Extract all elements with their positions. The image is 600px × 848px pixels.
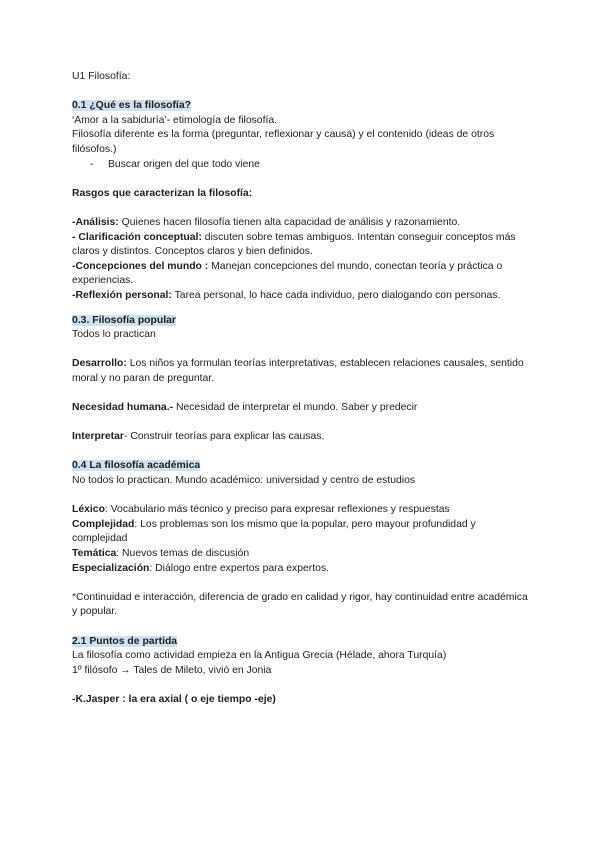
section-heading-popular: 0.3. Filosofía popular <box>72 314 176 326</box>
term-label: Léxico <box>72 504 105 516</box>
desarrollo-paragraph <box>72 357 532 386</box>
rasgo-item <box>72 289 532 304</box>
rasgo-text: Quienes hacen filosofía tienen alta capacidad de análisis y razonamiento. <box>118 216 461 228</box>
rasgo-label: -Concepciones del mundo : <box>72 260 209 272</box>
rasgo-label: -Análisis: <box>72 216 119 228</box>
section-heading-que-es: 0.1 ¿Qué es la filosofía? <box>72 100 191 112</box>
bullet-text: Buscar origen del que todo viene <box>108 158 260 170</box>
term-text: : Vocabulario más técnico y preciso para expresar reflexiones y respuestas <box>104 504 450 516</box>
jasper-heading: -K.Jasper : la era axial ( o eje tiempo -eje) <box>72 693 276 705</box>
rasgo-item <box>72 216 532 231</box>
paragraph: Filosofía diferente es la forma (preguntar, reflexionar y causa) y el contenido (ideas de otros filósofos.) <box>72 129 495 155</box>
paragraph: La filosofía como actividad empieza en la Antigua Grecia (Hélade, ahora Turquía) <box>72 650 447 662</box>
necesidad-paragraph <box>72 401 532 416</box>
document-body <box>72 70 532 708</box>
section-heading-academica: 0.4 La filosofía académica <box>72 460 201 472</box>
interpretar-paragraph <box>72 430 532 445</box>
note-paragraph: *Continuidad e interacción, diferencia de grado en calidad y rigor, hay continuidad entre académica y popular. <box>72 591 528 618</box>
paragraph: 1º filósofo → Tales de Mileto, vivió en Jonia <box>72 664 272 676</box>
term-text: : Nuevos temas de discusión <box>116 548 250 559</box>
bullet-dash: - <box>90 158 94 170</box>
paragraph: Todos lo practican <box>72 329 156 341</box>
bullet-item <box>72 158 532 173</box>
document-title: U1 Filosofía: <box>72 71 131 82</box>
paragraph: ‘Amor a la sabiduría’- etimología de filosofía. <box>72 114 278 126</box>
academica-item <box>72 547 532 562</box>
term-label: Temática <box>72 548 117 559</box>
academica-item <box>72 562 532 577</box>
term-text: : Diálogo entre expertos para expertos. <box>149 562 330 574</box>
term-text: : Los problemas son los mismo que la popular, pero mayour profundidad y complejidad <box>72 518 476 545</box>
rasgo-label: - Clarificación conceptual: <box>72 231 202 243</box>
section-heading-rasgos: Rasgos que caracterizan la filosofía: <box>72 187 253 199</box>
term-text: Los niños ya formulan teorías interpretativas, establecen relaciones causales, sentido moral y no paran de preguntar. <box>72 358 524 384</box>
term-text: Necesidad de interpretar el mundo. Saber y predecir <box>173 402 418 414</box>
term-label: Necesidad humana.- <box>72 402 174 414</box>
term-label: Complejidad <box>72 518 135 530</box>
paragraph: No todos lo practican. Mundo académico: universidad y centro de estudios <box>72 475 416 487</box>
term-label: Especialización <box>72 562 150 574</box>
rasgo-text: Tarea personal, lo hace cada individuo, pero dialogando con personas. <box>171 289 501 301</box>
rasgo-text: Manejan concepciones del mundo, conectan teoría y práctica o experiencias. <box>72 260 503 287</box>
rasgo-label: -Reflexión personal: <box>72 289 172 301</box>
rasgo-text: discuten sobre temas ambiguos. Intentan conseguir conceptos más claros y distintos. Conceptos claros y bien definidos. <box>72 231 516 258</box>
term-text: - Construir teorías para explicar las causas. <box>123 431 325 443</box>
term-label: Interpretar <box>72 431 124 443</box>
academica-item <box>72 503 532 518</box>
section-heading-puntos: 2.1 Puntos de partida <box>72 635 178 647</box>
rasgo-item <box>72 260 532 289</box>
academica-item <box>72 518 532 547</box>
rasgo-item <box>72 231 532 260</box>
term-label: Desarrollo: <box>72 358 127 370</box>
